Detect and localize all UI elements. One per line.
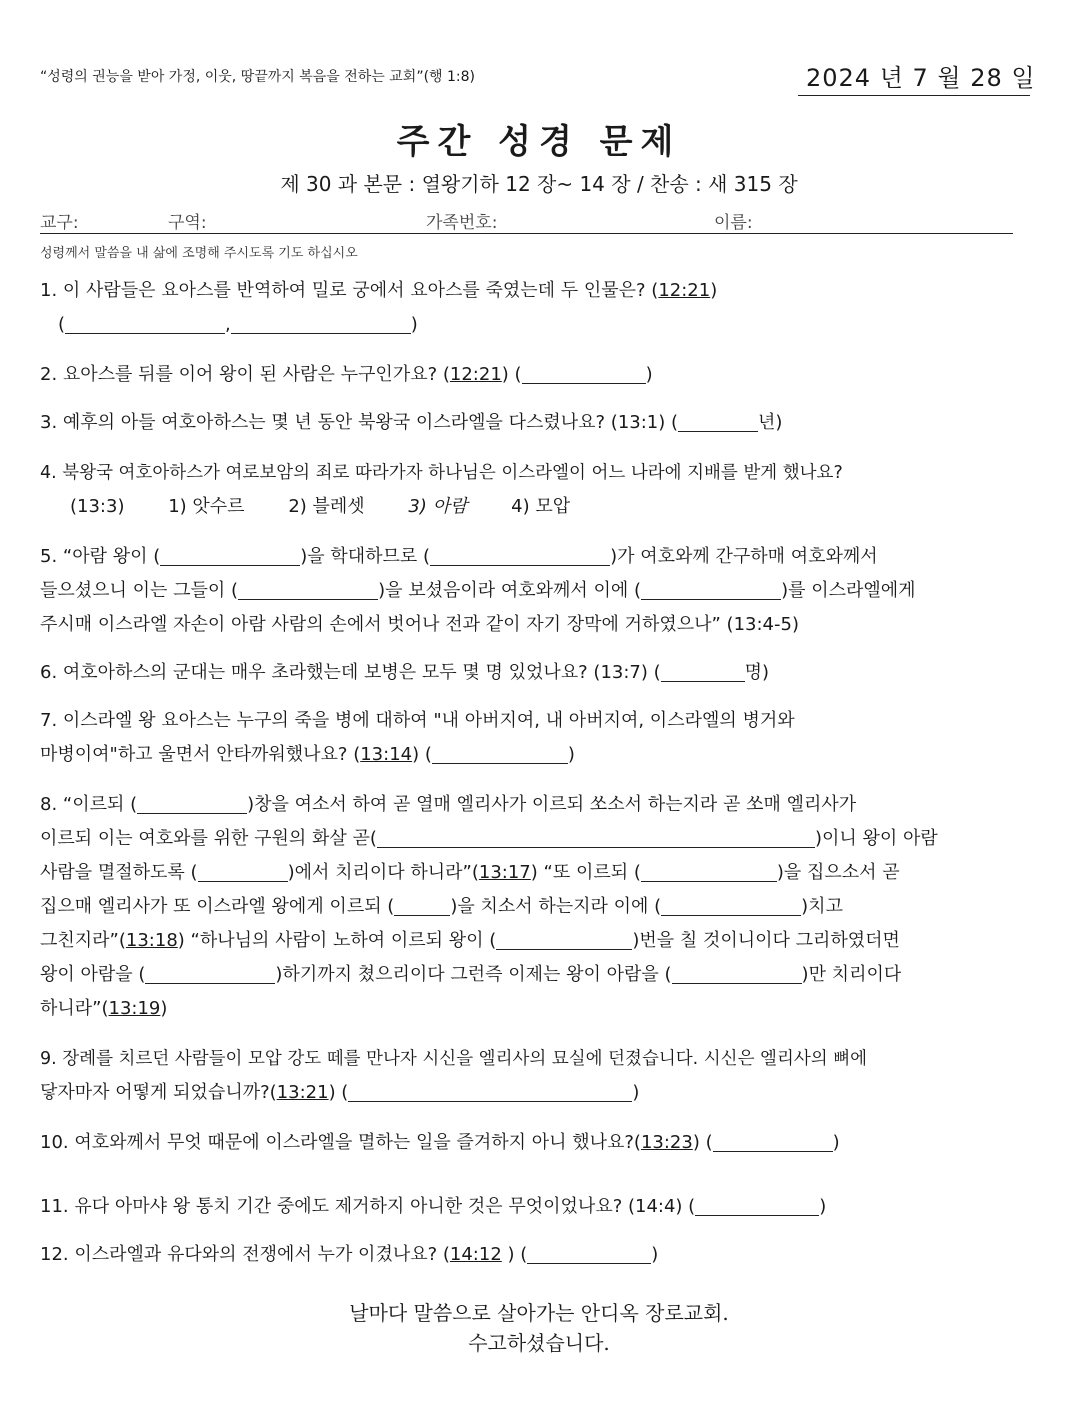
question-8-line-6: 왕이 아람을 ( )하기까지 쳤으리이다 그런즉 이제는 왕이 아람을 ( )만 치리이다: [40, 964, 902, 985]
answer-blank[interactable]: [432, 743, 568, 764]
answer-blank[interactable]: [672, 963, 802, 984]
closing-line-1: 날마다 말씀으로 살아가는 안디옥 장로교회.: [349, 1301, 729, 1325]
question-8-line-3: 사람을 멸절하도록 ( )에서 치리이다 하니라”(13:17) “또 이르되 ( )을 집으소서 곧: [40, 862, 900, 883]
option-1: 1) 앗수르: [168, 496, 245, 517]
question-9: 9. 장례를 치르던 사람들이 모압 강도 떼를 만나자 시신을 엘리사의 묘실에 던졌습니다. 시신은 엘리사의 뼈에: [40, 1049, 868, 1069]
question-1-answer: ( , ): [58, 314, 418, 335]
answer-blank[interactable]: [377, 827, 815, 848]
question-4: 4. 북왕국 여호아하스가 여로보암의 죄로 따라가자 하나님은 이스라엘이 어느 나라에 지배를 받게 했나요?: [40, 463, 843, 483]
question-8-line-4: 집으매 엘리사가 또 이스라엘 왕에게 이르되 ( )을 치소서 하는지라 이에 ( )치고: [40, 896, 843, 917]
church-motto: “성령의 권능을 받아 가정, 이웃, 땅끝까지 복음을 전하는 교회”(행 1:8): [40, 69, 476, 85]
page-title: 주간 성경 문제: [396, 122, 682, 162]
question-8-line-2: 이르되 이는 여호와를 위한 구원의 화살 곧( )이니 왕이 아람: [40, 828, 938, 849]
question-4-options: (13:3) 1) 앗수르 2) 블레셋 3) 아람 4) 모압: [70, 490, 608, 524]
answer-blank[interactable]: [661, 895, 801, 916]
answer-blank[interactable]: [522, 363, 646, 384]
closing-message: [0, 1298, 1078, 1358]
question-5-line-2: 들으셨으니 이는 그들이 ( )을 보셨음이라 여호와께서 이에 ( )를 이스라엘에게: [40, 580, 916, 601]
answer-blank[interactable]: [231, 313, 411, 334]
name-label: 이름:: [714, 213, 753, 233]
date: 2024 년 7 월 28 일: [798, 58, 1030, 96]
lesson-subtitle: 제 30 과 본문 : 열왕기하 12 장~ 14 장 / 찬송 : 새 315 장: [280, 172, 798, 196]
answer-blank[interactable]: [695, 1195, 819, 1216]
question-12: 12. 이스라엘과 유다와의 전쟁에서 누가 이겼나요? (14:12 ) ( ): [40, 1244, 659, 1265]
answer-blank[interactable]: [661, 661, 745, 682]
question-6: 6. 여호아하스의 군대는 매우 초라했는데 보병은 모두 몇 명 있었나요? (13:7) ( 명): [40, 662, 770, 683]
answer-blank[interactable]: [678, 411, 758, 432]
answer-blank[interactable]: [713, 1131, 833, 1152]
answer-blank[interactable]: [394, 895, 450, 916]
closing-line-2: 수고하셨습니다.: [468, 1331, 610, 1355]
prayer-note: 성령께서 말씀을 내 삶에 조명해 주시도록 기도 하십시오: [40, 246, 358, 261]
question-7: 7. 이스라엘 왕 요아스는 누구의 죽을 병에 대하여 "내 아버지여, 내 아버지여, 이스라엘의 병거와: [40, 710, 795, 731]
answer-blank[interactable]: [137, 793, 247, 814]
answer-blank[interactable]: [496, 929, 632, 950]
question-5: 5. “아람 왕이 ( )을 학대하므로 ( )가 여호와께 간구하매 여호와께서: [40, 546, 878, 567]
info-row: [40, 206, 1013, 234]
question-8-line-7: 하니라”(13:19): [40, 998, 168, 1019]
question-11: 11. 유다 아마샤 왕 통치 기간 중에도 제거하지 아니한 것은 무엇이었나요? (14:4) ( ): [40, 1196, 827, 1217]
answer-blank[interactable]: [65, 313, 225, 334]
option-2: 2) 블레셋: [288, 496, 365, 517]
answer-blank[interactable]: [348, 1081, 632, 1102]
answer-blank[interactable]: [145, 963, 275, 984]
answer-blank[interactable]: [641, 861, 777, 882]
question-1: 1. 이 사람들은 요아스를 반역하여 밀로 궁에서 요아스를 죽였는데 두 인물은? (12:21): [40, 280, 718, 301]
question-10: 10. 여호와께서 무엇 때문에 이스라엘을 멸하는 일을 즐겨하지 아니 했나요?(13:23) ( ): [40, 1132, 840, 1153]
question-8: 8. “이르되 ( )창을 여소서 하여 곧 열매 엘리사가 이르되 쏘소서 하는지라 곧 쏘매 엘리사가: [40, 794, 857, 815]
option-3: 3) 아람: [408, 496, 468, 517]
question-2: 2. 요아스를 뒤를 이어 왕이 된 사람은 누구인가요? (12:21) ( ): [40, 364, 653, 385]
district-label: 구역:: [168, 213, 207, 233]
answer-blank[interactable]: [641, 579, 781, 600]
answer-blank[interactable]: [238, 579, 378, 600]
answer-blank[interactable]: [160, 545, 300, 566]
question-8-line-5: 그친지라”(13:18) “하나님의 사람이 노하여 이르되 왕이 ( )번을 칠 것이니이다 그리하였더면: [40, 930, 900, 951]
answer-blank[interactable]: [198, 861, 288, 882]
parish-label: 교구:: [40, 213, 79, 233]
family-no-label: 가족번호:: [426, 213, 498, 233]
question-7-line-2: 마병이여"하고 울면서 안타까워했나요? (13:14) ( ): [40, 744, 575, 765]
answer-blank[interactable]: [430, 545, 610, 566]
question-9-line-2: 닿자마자 어떻게 되었습니까?(13:21) ( ): [40, 1082, 640, 1103]
question-3: 3. 예후의 아들 여호아하스는 몇 년 동안 북왕국 이스라엘을 다스렸나요? (13:1) ( 년): [40, 412, 783, 433]
answer-blank[interactable]: [527, 1243, 651, 1264]
question-5-line-3: 주시매 이스라엘 자손이 아람 사람의 손에서 벗어나 전과 같이 자기 장막에 거하였으나” (13:4-5): [40, 614, 799, 635]
option-4: 4) 모압: [511, 496, 571, 517]
